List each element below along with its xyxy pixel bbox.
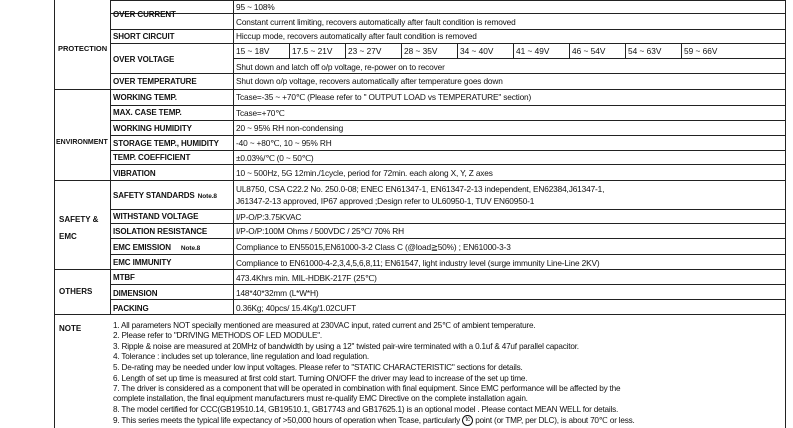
row-divider bbox=[110, 150, 785, 151]
label-mtbf: MTBF bbox=[113, 273, 135, 282]
protection-top-value: 95 ~ 108% bbox=[236, 2, 275, 12]
ov-range-cell: 34 ~ 40V bbox=[460, 46, 494, 56]
note-line: complete installation, the final equipment manufacturers must re-qualify EMC Directive on the complete installation again. bbox=[113, 394, 528, 403]
row-divider bbox=[110, 209, 785, 210]
row-divider bbox=[110, 105, 785, 106]
row-divider bbox=[110, 43, 785, 44]
ov-range-cell: 41 ~ 49V bbox=[516, 46, 550, 56]
value-packing: 0.36Kg; 40pcs/ 15.4Kg/1.02CUFT bbox=[236, 303, 357, 313]
label-over-temperature: OVER TEMPERATURE bbox=[113, 77, 197, 86]
value-over-voltage: Shut down and latch off o/p voltage, re-power on to recover bbox=[236, 62, 445, 72]
category-safety-line2: EMC bbox=[59, 232, 77, 241]
cell-divider bbox=[289, 43, 290, 58]
value-mtbf: 473.4Khrs min. MIL-HDBK-217F (25℃) bbox=[236, 273, 377, 283]
value-safety-standards-line2: J61347-2-13 approved, IP67 approved ;Design refer to UL60950-1, TUV EN60950-1 bbox=[236, 196, 535, 206]
cell-divider bbox=[625, 43, 626, 58]
label-emc-immunity: EMC IMMUNITY bbox=[113, 258, 172, 267]
value-short-circuit: Hiccup mode, recovers automatically after fault condition is removed bbox=[236, 31, 477, 41]
note-line: 8. The model certified for CCC(GB19510.14, GB19510.1, GB17743 and GB17625.1) is an optional model . Please contact MEAN WELL for details. bbox=[113, 405, 619, 414]
ov-range-cell: 46 ~ 54V bbox=[572, 46, 606, 56]
note-last-after: point (or TMP, per DLC), is about 70℃ or less. bbox=[473, 416, 635, 425]
label-storage-temp-humidity: STORAGE TEMP., HUMIDITY bbox=[113, 139, 219, 148]
column-divider bbox=[110, 0, 111, 314]
row-divider bbox=[110, 13, 785, 14]
column-divider bbox=[233, 0, 234, 314]
value-over-temperature: Shut down o/p voltage, recovers automatically after temperature goes down bbox=[236, 76, 503, 86]
note-line: 7. The driver is considered as a component that will be operated in combination with final equipment. Since EMC performance will be affected by the bbox=[113, 384, 621, 393]
category-safety-line1: SAFETY & bbox=[59, 215, 99, 224]
value-max-case-temp: Tcase=+70℃ bbox=[236, 108, 285, 118]
cell-divider bbox=[513, 43, 514, 58]
row-divider bbox=[110, 238, 785, 239]
label-dimension: DIMENSION bbox=[113, 289, 158, 298]
cell-divider bbox=[401, 43, 402, 58]
label-over-current: OVER CURRENT bbox=[113, 10, 176, 19]
cell-divider bbox=[569, 43, 570, 58]
value-dimension: 148*40*32mm (L*W*H) bbox=[236, 288, 319, 298]
value-vibration: 10 ~ 500Hz, 5G 12min./1cycle, period for 72min. each along X, Y, Z axes bbox=[236, 168, 493, 178]
emc-emission-note: Note.8 bbox=[180, 245, 201, 252]
note-line: 2. Please refer to "DRIVING METHODS OF LED MODULE". bbox=[113, 331, 322, 340]
note-line: 3. Ripple & noise are measured at 20MHz of bandwidth by using a 12" twisted pair-wire terminated with a 0.1uf & 47uf parallel capacitor. bbox=[113, 342, 579, 351]
cell-divider bbox=[457, 43, 458, 58]
note-line: 1. All parameters NOT specially mentioned are measured at 230VAC input, rated current and 25℃ of ambient temperature. bbox=[113, 321, 536, 330]
value-temp-coefficient: ±0.03%/℃ (0 ~ 50℃) bbox=[236, 153, 314, 163]
cell-divider bbox=[345, 43, 346, 58]
row-divider bbox=[110, 73, 785, 74]
category-protection: PROTECTION bbox=[58, 44, 108, 53]
row-divider bbox=[110, 299, 785, 300]
row-divider bbox=[110, 254, 785, 255]
label-working-temp: WORKING TEMP. bbox=[113, 93, 177, 102]
label-vibration: VIBRATION bbox=[113, 169, 156, 178]
value-emc-immunity: Compliance to EN61000-4-2,3,4,5,6,8,11; EN61547, light industry level (surge immunity Line-Line 2KV) bbox=[236, 258, 600, 268]
note-line: 4. Tolerance : includes set up tolerance, line regulation and load regulation. bbox=[113, 352, 369, 361]
ov-range-cell: 23 ~ 27V bbox=[348, 46, 382, 56]
label-safety-standards bbox=[113, 191, 217, 200]
row-divider bbox=[54, 314, 785, 315]
tc-point-icon: tc bbox=[462, 415, 473, 426]
label-short-circuit: SHORT CIRCUIT bbox=[113, 32, 175, 41]
row-divider bbox=[54, 180, 785, 181]
row-divider bbox=[110, 120, 785, 121]
row-divider bbox=[54, 89, 785, 90]
cell-divider bbox=[681, 43, 682, 58]
note-line: 6. Length of set up time is measured at first cold start. Turning ON/OFF the driver may lead to increase of the set up time. bbox=[113, 374, 528, 383]
row-divider bbox=[110, 0, 785, 1]
table-border bbox=[54, 0, 55, 428]
label-withstand-voltage: WITHSTAND VOLTAGE bbox=[113, 212, 199, 221]
value-over-current: Constant current limiting, recovers automatically after fault condition is removed bbox=[236, 17, 516, 27]
row-divider bbox=[110, 284, 785, 285]
ov-range-cell: 15 ~ 18V bbox=[236, 46, 270, 56]
value-working-temp: Tcase=-35 ~ +70℃ (Please refer to " OUTPUT LOAD vs TEMPERATURE" section) bbox=[236, 92, 532, 102]
row-divider bbox=[233, 58, 785, 59]
value-storage-temp-humidity: -40 ~ +80℃, 10 ~ 95% RH bbox=[236, 138, 332, 148]
value-isolation-resistance: I/P-O/P:100M Ohms / 500VDC / 25℃/ 70% RH bbox=[236, 226, 404, 236]
value-withstand-voltage: I/P-O/P:3.75KVAC bbox=[236, 212, 302, 222]
row-divider bbox=[110, 29, 785, 30]
ov-range-cell: 54 ~ 63V bbox=[628, 46, 662, 56]
note-last-before: 9. This series meets the typical life expectancy of >50,000 hours of operation when Tcase, particularly bbox=[113, 416, 463, 425]
category-note: NOTE bbox=[59, 324, 82, 333]
ov-range-cell: 59 ~ 66V bbox=[684, 46, 718, 56]
value-working-humidity: 20 ~ 95% RH non-condensing bbox=[236, 123, 344, 133]
value-safety-standards-line1: UL8750, CSA C22.2 No. 250.0-08; ENEC EN61347-1, EN61347-2-13 independent, EN62384,J61347-1, bbox=[236, 184, 605, 194]
label-temp-coefficient: TEMP. COEFFICIENT bbox=[113, 153, 191, 162]
row-divider bbox=[110, 164, 785, 165]
note-line: 5. De-rating may be needed under low input voltages. Please refer to "STATIC CHARACTERISTIC" sections for details. bbox=[113, 363, 523, 372]
category-others: OTHERS bbox=[59, 287, 93, 296]
label-over-voltage: OVER VOLTAGE bbox=[113, 55, 175, 64]
ov-range-cell: 17.5 ~ 21V bbox=[292, 46, 333, 56]
category-environment: ENVIRONMENT bbox=[56, 139, 108, 146]
label-packing: PACKING bbox=[113, 304, 149, 313]
safety-standards-text: SAFETY STANDARDS bbox=[113, 191, 195, 200]
emc-emission-text: EMC EMISSION bbox=[113, 243, 171, 252]
row-divider bbox=[54, 269, 785, 270]
row-divider bbox=[110, 135, 785, 136]
label-isolation-resistance: ISOLATION RESISTANCE bbox=[113, 227, 208, 236]
row-divider bbox=[110, 223, 785, 224]
note-line-last bbox=[113, 415, 635, 426]
ov-range-cell: 28 ~ 35V bbox=[404, 46, 438, 56]
safety-standards-note: Note.8 bbox=[197, 193, 217, 200]
table-border bbox=[785, 0, 786, 428]
label-max-case-temp: MAX. CASE TEMP. bbox=[113, 108, 182, 117]
value-emc-emission: Compliance to EN55015,EN61000-3-2 Class C (@load≧50%) ; EN61000-3-3 bbox=[236, 242, 511, 252]
label-emc-emission bbox=[113, 243, 200, 252]
label-working-humidity: WORKING HUMIDITY bbox=[113, 124, 192, 133]
